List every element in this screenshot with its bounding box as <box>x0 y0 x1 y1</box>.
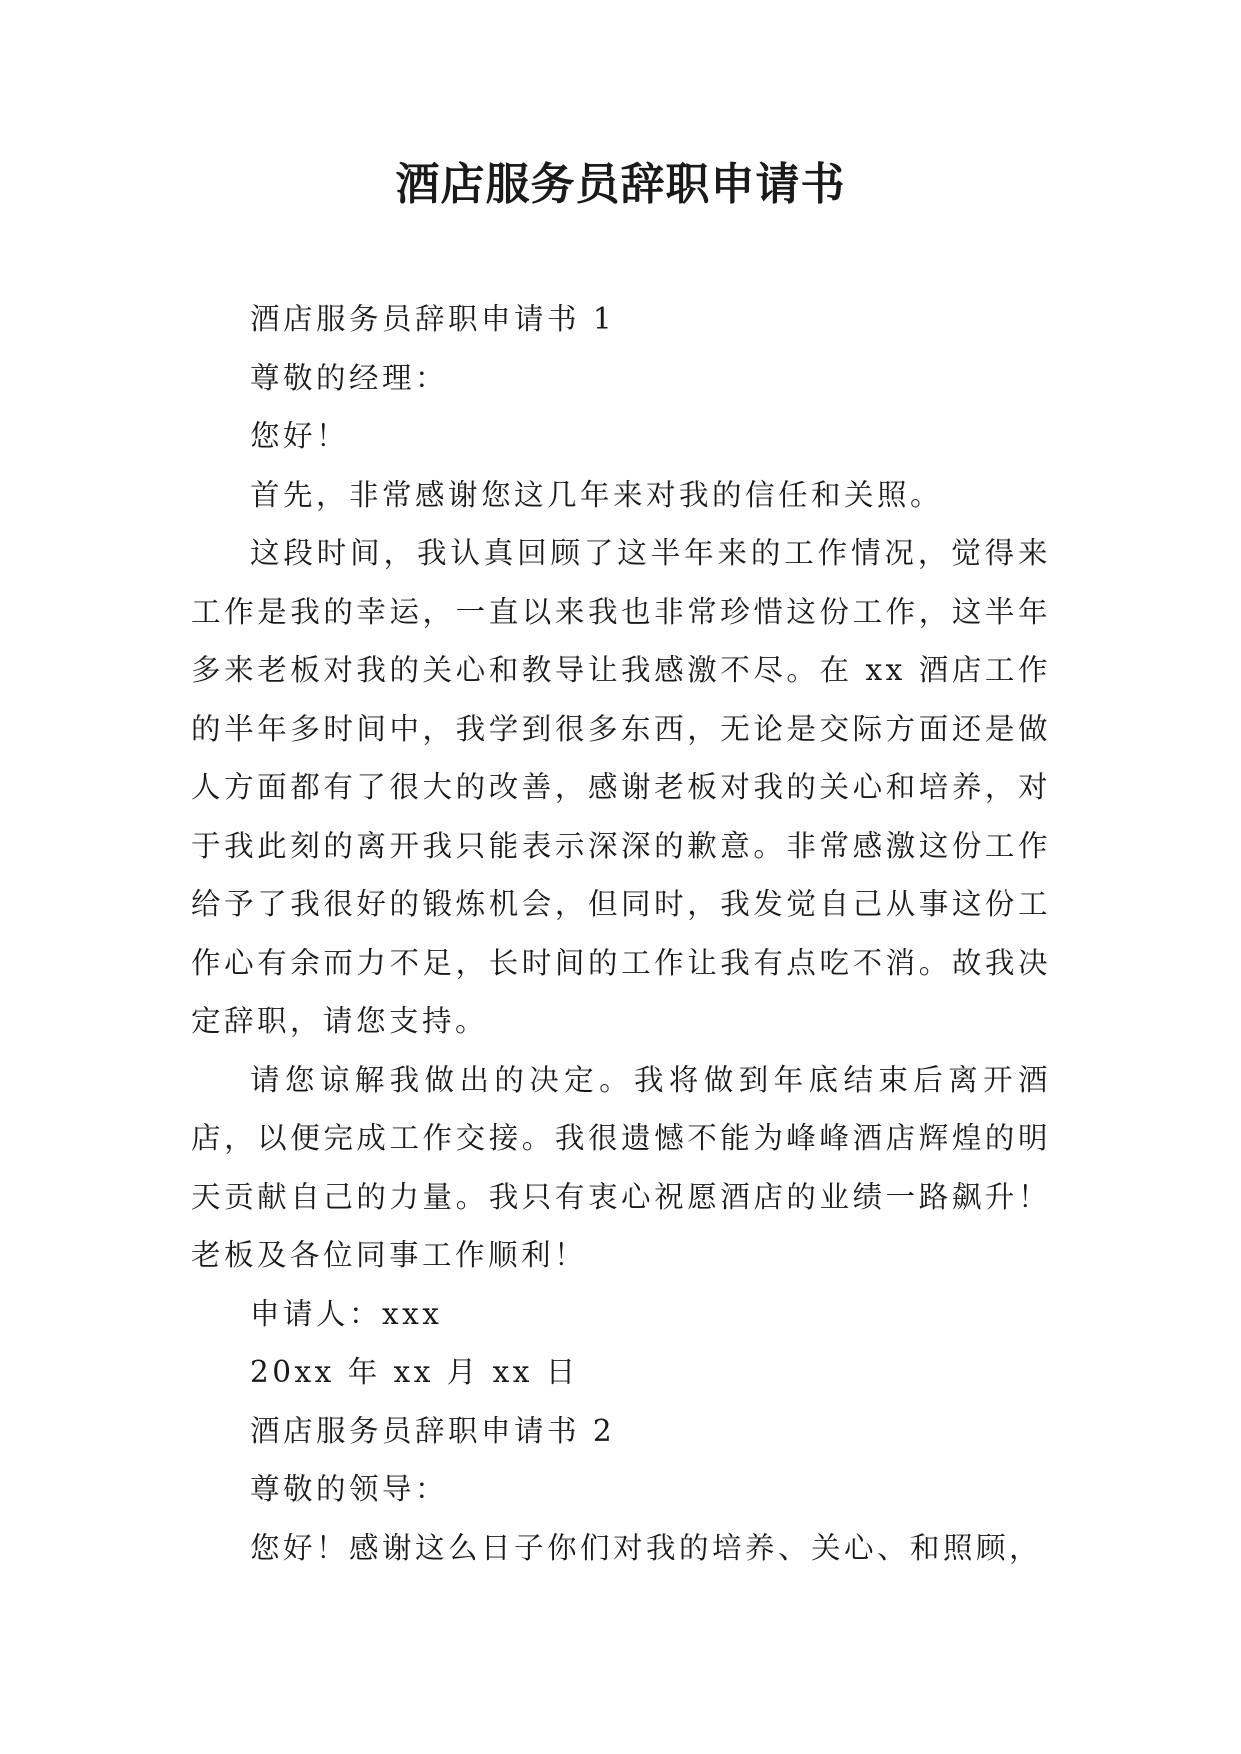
paragraph: 您好！感谢这么日子你们对我的培养、关心、和照顾， <box>250 1530 1043 1565</box>
paragraph: 请您谅解我做出的决定。我将做到年底结束后离开酒店，以便完成工作交接。我很遗憾不能为峰峰酒店辉煌的明天贡献自己的力量。我只有衷心祝愿酒店的业绩一路飙升！老板及各位同事工作顺利！ <box>191 1062 1051 1272</box>
salutation: 尊敬的领导： <box>250 1472 449 1506</box>
applicant-line: 申请人：xxx <box>250 1296 443 1331</box>
salutation: 尊敬的经理： <box>250 360 449 395</box>
document-body <box>191 290 1051 1577</box>
paragraph: 首先，非常感谢您这几年来对我的信任和关照。 <box>250 477 944 512</box>
greeting: 您好！ <box>250 419 350 453</box>
paragraph: 这段时间，我认真回顾了这半年来的工作情况，觉得来工作是我的幸运，一直以来我也非常珍惜这份工作，这半年多来老板对我的关心和教导让我感激不尽。在 xx 酒店工作的半年多时间中，我学到很多东西，无论是交际方面还是做人方面都有了很大的改善，感谢老板对我的关心和培养，对于我此刻的离开我只能表示深深的歉意。非常感激这份工作给予了我很好的锻炼机会，但同时，我发觉自己从事这份工作心有余而力不足，长时间的工作让我有点吃不消。故我决定辞职，请您支持。 <box>191 536 1051 1038</box>
document-title: 酒店服务员辞职申请书 <box>395 159 846 210</box>
date-line: 20xx 年 xx 月 xx 日 <box>250 1355 579 1389</box>
section-heading-2: 酒店服务员辞职申请书 2 <box>250 1413 616 1448</box>
section-heading-1: 酒店服务员辞职申请书 1 <box>250 302 616 336</box>
